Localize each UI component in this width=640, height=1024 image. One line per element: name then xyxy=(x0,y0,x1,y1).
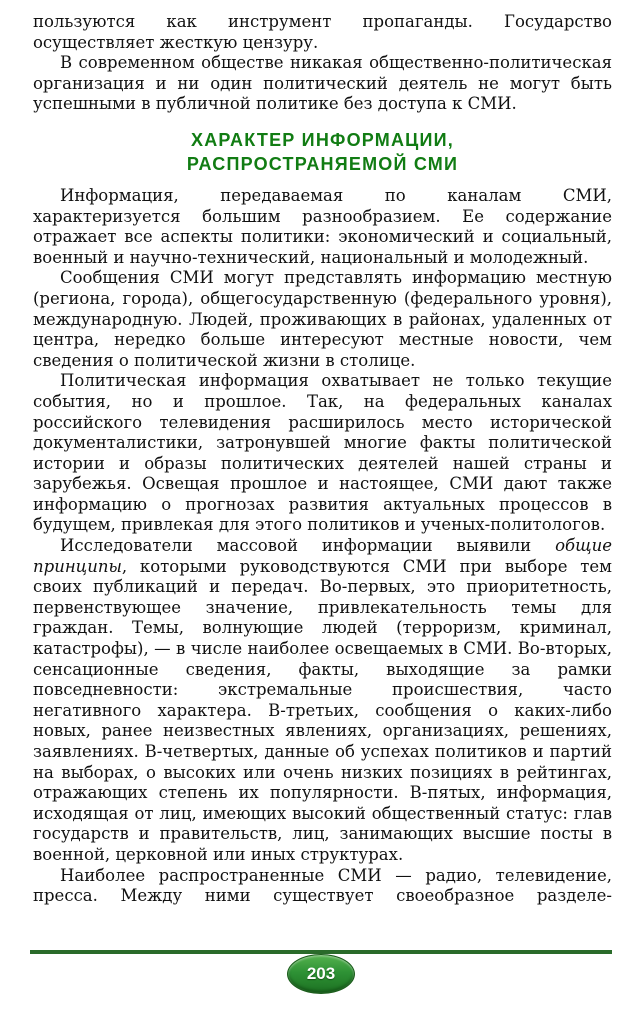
section-heading-line1: ХАРАКТЕР ИНФОРМАЦИИ, xyxy=(191,129,454,150)
paragraph: Информация, передаваемая по каналам СМИ, характеризуется большим разнообразием. Ее содержание отражает все аспекты политики: экономический и социальный, военный и научно-технический, национальный и молодежный. xyxy=(33,185,612,267)
paragraph: Сообщения СМИ могут представлять информацию местную (региона, города), общегосударственную (федерального уровня), международную. Людей, проживающих в районах, удаленных от центра, нередко больше интересуют местные новости, чем сведения о политической жизни в столице. xyxy=(33,268,612,370)
paragraph-text: , которыми руководствуются СМИ при выборе тем своих публикаций и передач. Во-первых, это приоритетность, первенствующее значение, привлекательность темы для граждан. Темы, волнующие людей (терроризм, криминал, катастрофы), — в числе наиболее освещаемых в СМИ. Во-вторых, сенсационные сведения, факты, выходящие за рамки повседневности: экстремальные происшествия, часто негативного характера. В-третьих, сообщения о каких-либо новых, ранее неизвестных явлениях, организациях, решениях, заявлениях. В-четвертых, данные об успехах политиков и партий на выборах, о высоких или очень низких позициях в рейтингах, отражающих степень их популярности. В-пятых, информация, исходящая от лиц, имеющих высокий общественный статус: глав государств и правительств, лиц, занимающих высшие посты в военной, церковной или иных структурах. xyxy=(33,556,612,864)
paragraph: В современном обществе никакая общественно-политическая организация и ни один политический деятель не могут быть успешными в публичной политике без доступа к СМИ. xyxy=(33,53,612,114)
page-content xyxy=(33,12,612,907)
page-number: 203 xyxy=(306,964,336,983)
paragraph-hyphenated: Наиболее распространенные СМИ — радио, телевидение, пресса. Между ними существует своеобразное разделе- xyxy=(33,865,612,906)
section-heading-line2: РАСПРОСТРАНЯЕМОЙ СМИ xyxy=(186,153,459,174)
paragraph-text: Исследователи массовой информации выявили xyxy=(60,536,556,556)
paragraph xyxy=(33,536,612,866)
page-number-badge xyxy=(287,954,355,994)
paragraph: Политическая информация охватывает не только текущие события, но и прошлое. Так, на федеральных каналах российского телевидения расширилось место исторической документалистики, затронувшей многие факты политической истории и образы политических деятелей нашей страны и зарубежья. Освещая прошлое и настоящее, СМИ дают также информацию о прогнозах развития актуальных процессов в будущем, привлекая для этого политиков и ученых-политологов. xyxy=(33,371,612,535)
paragraph-continuation: пользуются как инструмент пропаганды. Государство осуществляет жесткую цензуру. xyxy=(33,12,612,52)
section-heading xyxy=(33,128,612,176)
emphasized-term: общие принципы xyxy=(33,536,612,576)
